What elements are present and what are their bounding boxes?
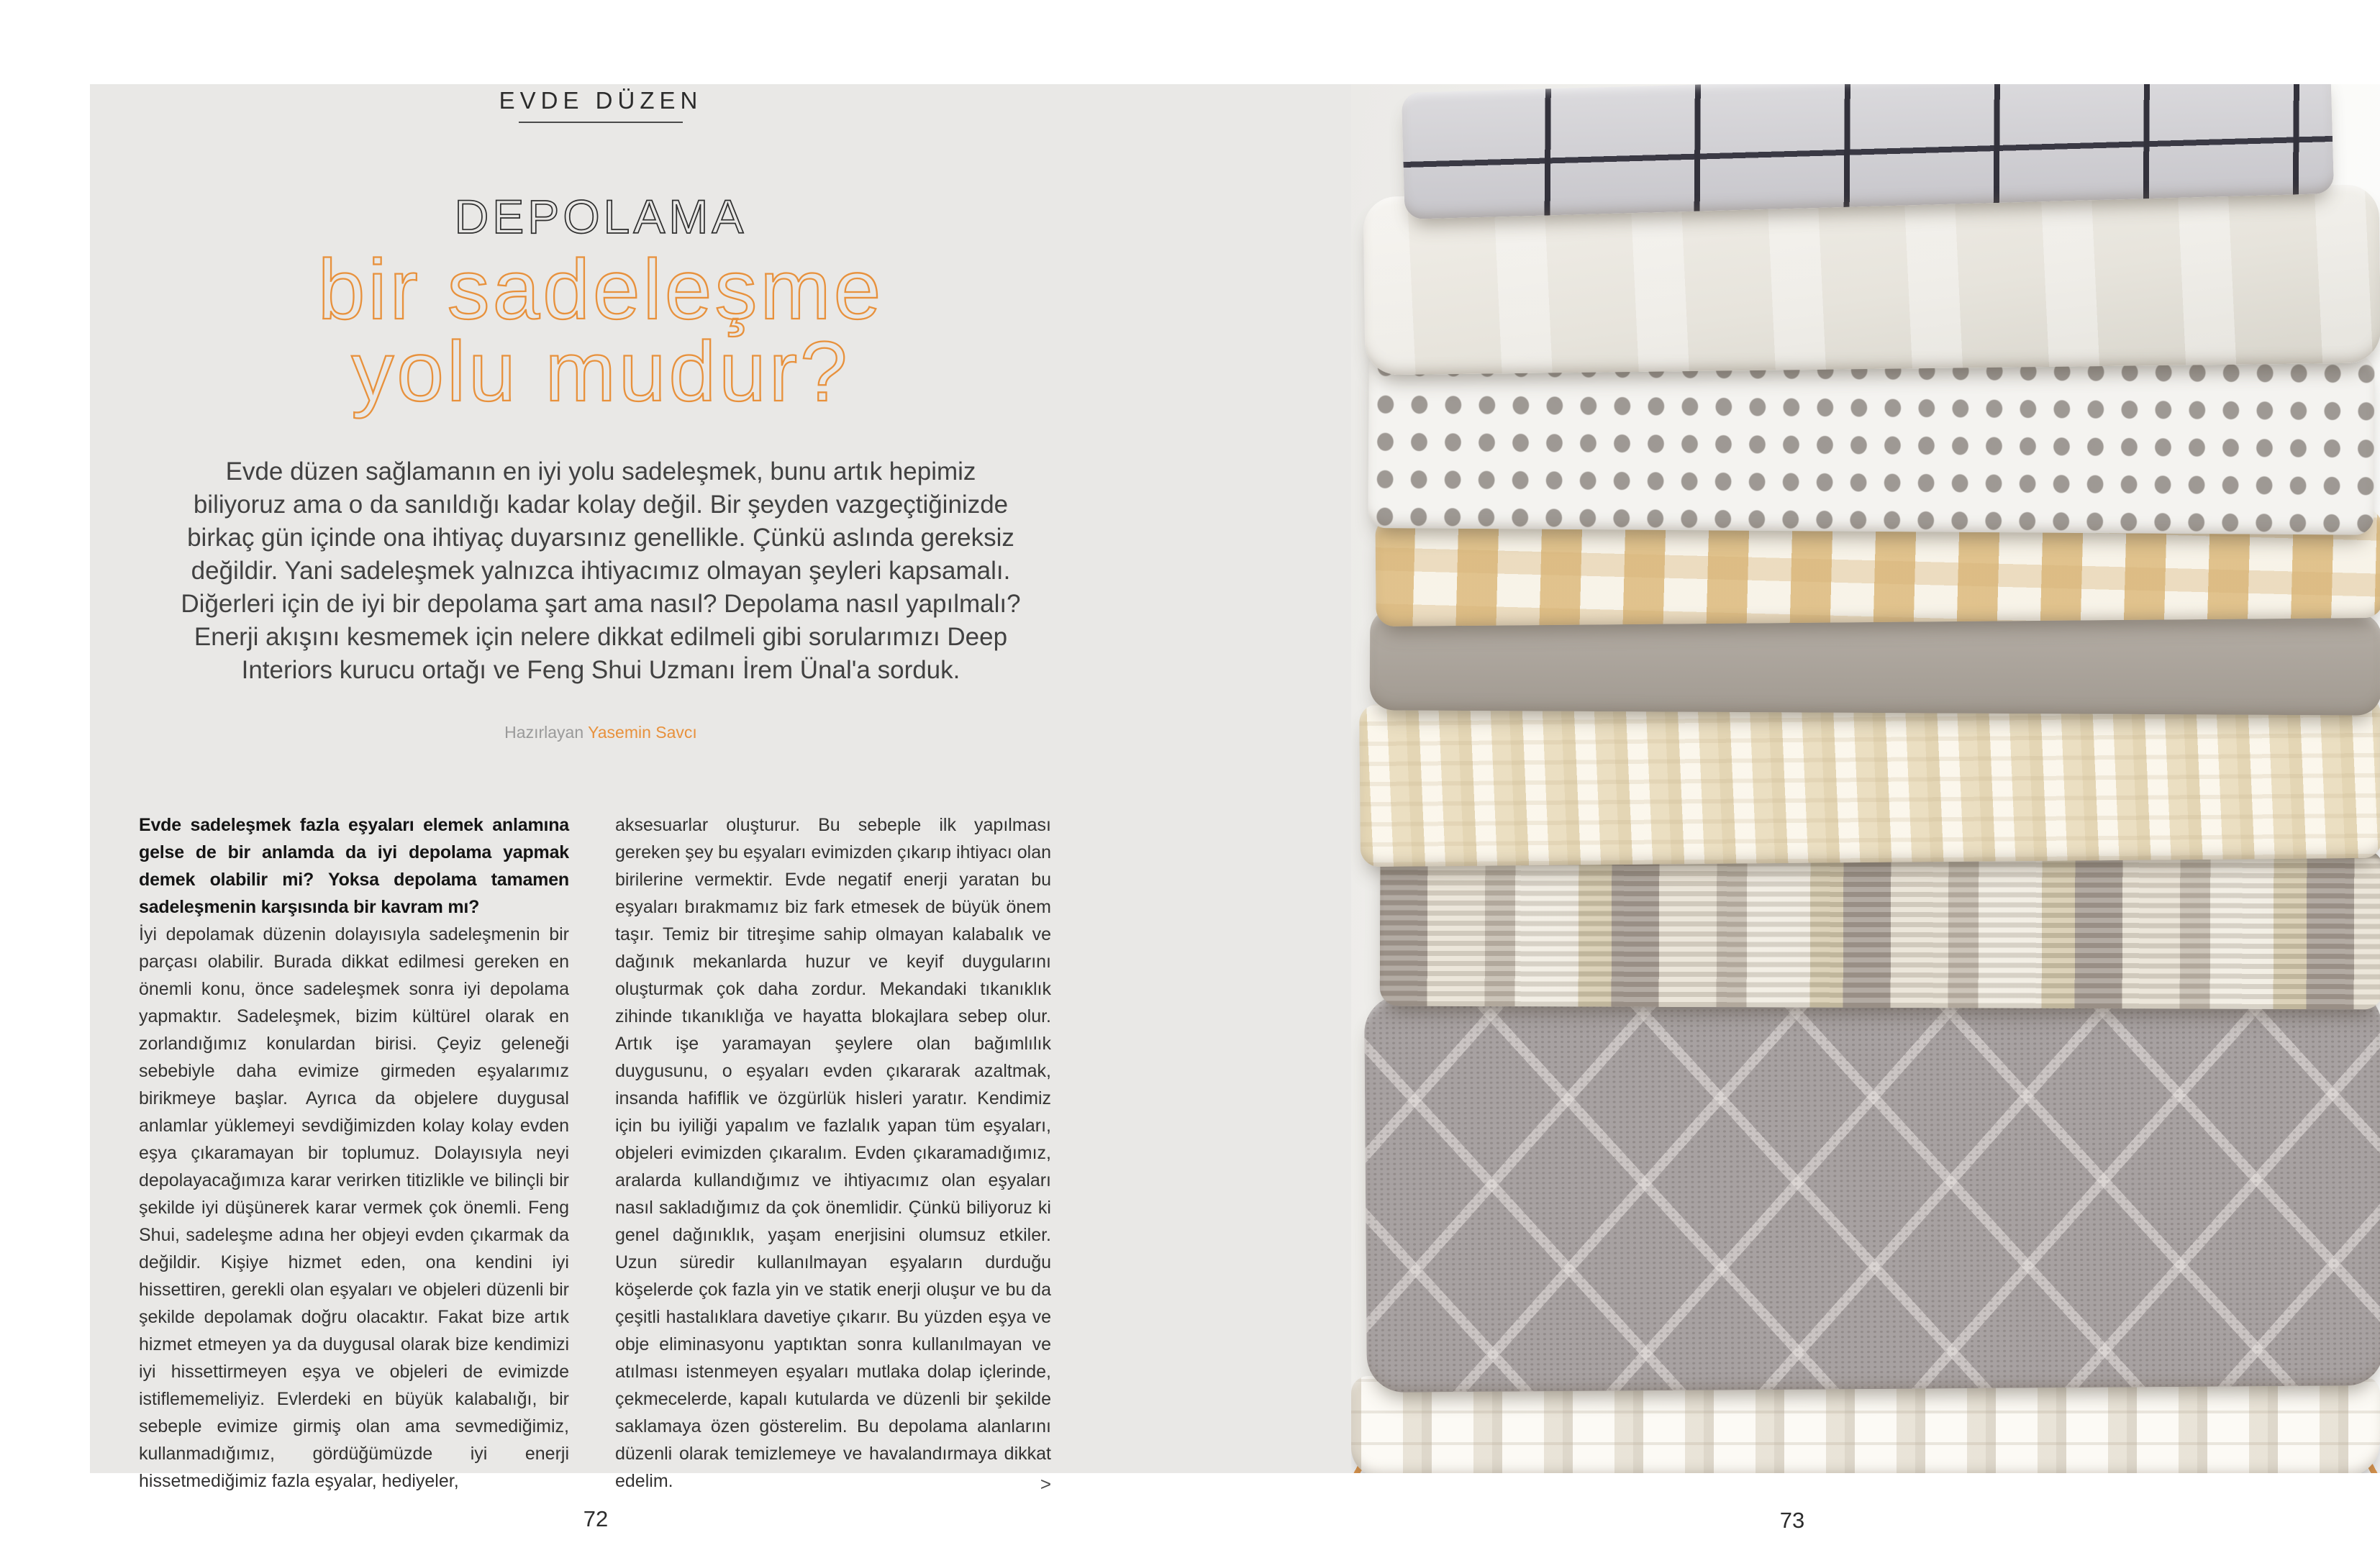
body-column-2 bbox=[615, 811, 1051, 1495]
textile-stack-photo bbox=[1351, 84, 2380, 1473]
byline-author: Yasemin Savcı bbox=[588, 723, 697, 742]
byline-prefix: Hazırlayan bbox=[504, 723, 584, 742]
byline bbox=[90, 723, 1112, 742]
page-number-right: 73 bbox=[1779, 1508, 1805, 1533]
section-label-underline bbox=[519, 122, 683, 123]
fabric-cream-cable-knit-blanket bbox=[1359, 696, 2380, 867]
fabric-striped-crochet-blanket bbox=[1380, 847, 2380, 1010]
intro-line: birkaç gün içinde ona ihtiyaç duyarsınız genellikle. Çünkü aslında gereksiz bbox=[187, 524, 1014, 552]
article-main-title-line1: bir sadeleşme bbox=[317, 242, 884, 337]
interview-answer-part2: aksesuarlar oluşturur. Bu sebeple ilk yapılması gereken şey bu eşyaları evimizden çıkarıp ihtiyacı olan birilerine vermektir. Evde negatif enerji yaratan bu eşyaları bırakmamız biz fark etmesek de büyük önem taşır. Temiz bir titreşime sahip olmayan kalabalık ve dağınık mekanlarda huzur ve keyif duygularını oluşturmak çok daha zordur. Mekandaki tıkanıklık zihinde tıkanıklığa ve hayatta blokajlara sebep olur. Artık işe yaramayan şeylere olan bağımlılık duygusunu, o eşyaları evden çıkararak azaltmak, insanda hafiflik ve özgürlük hisleri yaratır. Kendimiz için bu iyiliği yapalım ve fazlalık yapan tüm eşyaları, objeleri evimizden çıkaralım. Evden çıkaramadığımız, aralarda kullandığımız ve ihtiyacımız olan eşyaları nasıl sakladığımız da çok önemlidir. Çünkü biliyoruz ki genel dağınıklık, yaşam enerjisini olumsuz etkiler. Uzun süredir kullanılmayan eşyaların durduğu köşelerde çok fazla yin ve statik enerji oluşur ve bu da çeşitli hastalıklara davetiye çıkarır. Bu yüzden eşya ve obje eliminasyonu yaptıktan sonra kullanılmayan ve atılması istenmeyen eşyaları mutlaka dolap içlerinde, çekmecelerde, kapalı kutularda ve düzenli bir şekilde saklamaya özen gösterelim. Bu depolama alanlarını düzenli olarak temizlemeye ve havalandırmaya dikkat edelim. bbox=[615, 815, 1051, 1491]
interview-answer-part1: İyi depolamak düzenin dolayısıyla sadeleşmenin bir parçası olabilir. Burada dikkat edilmesi gereken en önemli konu, önce sadeleşmek sonra iyi depolama yapmaktır. Sadeleşmek, bizim kültürel olarak en zorlandığımız konulardan birisi. Çeyiz geleneği sebebiyle daha evimize girmeden eşyalarımız birikmeye başlar. Ayrıca da objelere duygusal anlamlar yüklemeyi sevdiğimizden kolay kolay evden eşya çıkaramayan bir toplumuz. Dolayısıyla neyi depolayacağımıza karar verirken titizlikle ve bilinçli bir şekilde iyi düşünerek karar vermek çok önemli. Feng Shui, sadeleşme adına her objeyi evden çıkarmak da değildir. Kişiye hizmet eden, ona kendini iyi hissettiren, gerekli olan eşyaları ve objeleri düzenli bir şekilde depolamak doğru olacaktır. Fakat bize artık hizmet etmeyen ya da duygusal olarak bize kendimizi iyi hissettirmeyen eşya ve objeleri de evimizde istiflememeliyiz. Evlerdeki en büyük kalabalığı, bir sebeple evimize girmiş olan ama sevmediğimiz, kullanmadığımız, gördüğümüzde iyi enerji hissetmediğimiz fazla eşyalar, hediyeler, bbox=[139, 924, 569, 1491]
intro-line: Evde düzen sağlamanın en iyi yolu sadeleşmek, bunu artık hepimiz bbox=[225, 457, 976, 486]
intro-line: değildir. Yani sadeleşmek yalnızca ihtiyacımız olmayan şeyleri kapsamalı. bbox=[191, 557, 1011, 585]
interview-question: Evde sadeleşmek fazla eşyaları elemek anlamına gelse de bir anlamda da iyi depolama yapmak demek olabilir mi? Yoksa depolama tamamen sadeleşmenin karşısında bir kavram mı? bbox=[139, 815, 569, 917]
article-main-title-line2: yolu mudur? bbox=[351, 324, 850, 419]
fabric-mini-check-sheet bbox=[1368, 348, 2375, 535]
continued-arrow: > bbox=[1040, 1473, 1051, 1495]
left-page bbox=[90, 84, 1351, 1495]
page-number-left: 72 bbox=[583, 1506, 609, 1531]
intro-line: Interiors kurucu ortağı ve Feng Shui Uzmanı İrem Ünal'a sorduk. bbox=[241, 656, 960, 684]
intro-paragraph bbox=[90, 455, 1112, 687]
intro-line: Diğerleri için de iyi bir depolama şart ama nasıl? Depolama nasıl yapılmalı? bbox=[181, 590, 1021, 618]
article-kicker-title: DEPOLAMA bbox=[454, 190, 748, 243]
section-label: EVDE DÜZEN bbox=[499, 87, 703, 114]
body-column-1 bbox=[139, 811, 569, 1495]
intro-line: Enerji akışını kesmemek için nelere dikkat edilmeli gibi sorularımızı Deep bbox=[194, 623, 1008, 651]
fabric-gray-diamond-knit-blanket bbox=[1364, 988, 2380, 1393]
title-area bbox=[90, 84, 1112, 114]
intro-line: biliyoruz ama o da sanıldığı kadar kolay değil. Bir şeyden vazgeçtiğinizde bbox=[193, 491, 1009, 519]
